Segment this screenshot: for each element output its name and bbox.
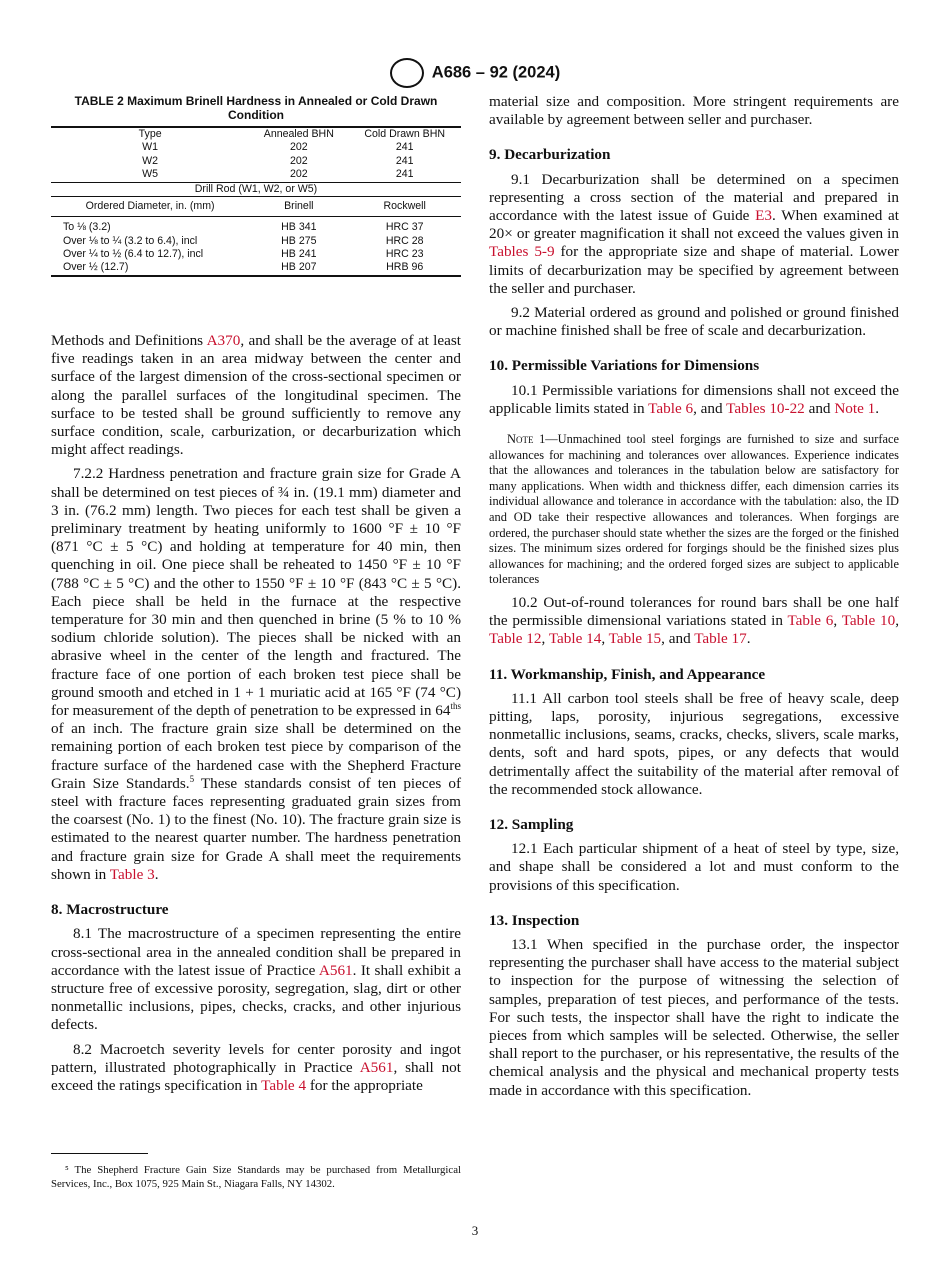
text: . <box>746 630 751 648</box>
section-heading <box>51 901 461 919</box>
table-cell: HB 241 <box>281 247 317 260</box>
table-cell: HRC 37 <box>385 221 424 234</box>
paragraph <box>51 332 461 459</box>
table-header <box>51 197 461 217</box>
table-cell: 202 <box>289 141 308 154</box>
reference-link[interactable]: Table 4 <box>261 1076 307 1094</box>
table-row <box>51 235 461 248</box>
table-cell: Drill Rod (W1, W2, or W5) <box>194 182 318 195</box>
table-2 <box>51 94 461 277</box>
table-cell: Over ⅛ to ¼ (3.2 to 6.4), incl <box>63 234 198 247</box>
reference-link[interactable]: Table 14 <box>548 630 602 648</box>
text: . <box>875 399 880 417</box>
text: 10.1 Permissible variations for dimensions shall not exceed the applicable limits stated in <box>489 381 899 417</box>
text: for the appropriate <box>306 1076 423 1094</box>
text: , <box>895 612 899 630</box>
paragraph <box>489 690 899 799</box>
table-cell: HRC 23 <box>385 247 424 260</box>
reference-link[interactable]: Table 15 <box>608 630 662 648</box>
text: for the appropriate size and shape of material. Lower limits of decarburization may be specified by agreement between the seller and purchaser. <box>489 243 899 297</box>
table-cell: 241 <box>395 154 414 167</box>
table-cell: Over ¼ to ½ (6.4 to 12.7), incl <box>63 247 204 260</box>
reference-link[interactable]: Table 12 <box>489 630 542 648</box>
text: 10.2 Out-of-round tolerances for round bars shall be one half the permissible dimensional variations stated in <box>489 593 899 630</box>
table-cell: HRC 28 <box>385 234 424 247</box>
reference-link[interactable]: Tables 10-22 <box>726 399 805 417</box>
text: and <box>804 399 835 417</box>
paragraph <box>51 1041 461 1096</box>
table-row <box>51 155 461 168</box>
text: , <box>601 630 609 648</box>
table-cell: W2 <box>142 154 159 167</box>
note-label: Note <box>507 432 534 447</box>
reference-link[interactable]: Tables 5-9 <box>489 243 555 261</box>
text: These standards consist of ten pieces of steel with fracture faces representing graduated grain sizes from the coarsest (No. 1) to the finest (No. 10). The fracture grain size is estimated to the nearest quarter number. The hardness penetration and fracture grain size for Grade A shall meet the requirements shown in <box>51 774 462 883</box>
right-column <box>489 93 899 1106</box>
text: 9.2 Material ordered as ground and polished or ground finished or machine finished shall be free of scale and decarburization. <box>489 304 899 340</box>
table-cell: Brinell <box>284 199 314 212</box>
text: . It shall exhibit a structure free of excessive porosity, segregation, slag, dirt or other nonmetallic inclusions, pipes, checks, cracks, and other injurious defects. <box>51 961 461 1034</box>
paragraph <box>489 171 899 298</box>
text: , and shall be the average of at least five readings taken in an area midway between the center and surface of the largest dimension of the cross-sectional specimen or along the parallel surfaces of the longitudinal specimen. The surface to be tested shall be ground sufficiently to remove any surface condition, scale, carburization, or decarburization which might affect readings. <box>51 332 461 459</box>
table-cell: Ordered Diameter, in. (mm) <box>85 199 215 212</box>
section-heading <box>489 146 899 164</box>
paragraph <box>489 936 899 1100</box>
text: 10. Permissible Variations for Dimensions <box>489 357 760 375</box>
text: Methods and Definitions <box>51 332 207 349</box>
table-cell: To ⅛ (3.2) <box>63 221 111 234</box>
paragraph <box>489 93 899 129</box>
table-cell: Type <box>138 128 162 140</box>
table-cell: HB 207 <box>281 261 317 274</box>
text: , <box>833 612 842 630</box>
paragraph <box>489 382 899 418</box>
text: 11.1 All carbon tool steels shall be free of heavy scale, deep pitting, laps, porosity, injurious segregations, excessive nonmetallic inclusions, seams, cracks, checks, slivers, scale marks, dents, soft and hard spots, pipes, or any defects that would detrimentally affect the suitability of the material after removal of the recommended stock allowance. <box>489 689 899 798</box>
hardness-table <box>51 126 461 277</box>
text: , shall not exceed the ratings specification in <box>51 1058 461 1094</box>
text: 9. Decarburization <box>489 146 611 164</box>
reference-link[interactable]: Table 6 <box>648 399 694 417</box>
text: 7.2.2 Hardness penetration and fracture grain size for Grade A shall be determined on test pieces of ¾ in. (19.1 mm) diameter and 3 in. (76.2 mm) length. Two pieces for each test shall be given a preliminary treatment by heating uniformly to 1600 °F ± 10 °F (871 °C ± 5 °C) and holding at temperature for 40 min, then quenching in oil. One piece shall be reheated to 1450 °F ± 10 °F (788 °C ± 5 °C) and the other to 1550 °F ± 10 °F (843 °C ± 5 °C). Each piece shall be held in the furnace at the respective temperature for 30 min and then quenched in brine (5 % to 10 % sodium chloride solution). The pieces shall be nicked with an abrasive wheel in the center of the length and fractured. The fracture face of one portion of each broken test piece shall be ground smooth and etched in 1 + 1 muriatic acid at 165 °F (74 °C) for measurement of the depth of penetration to be expressed in 64 <box>51 465 461 720</box>
reference-link[interactable]: Table 6 <box>787 612 834 630</box>
reference-link[interactable]: A561 <box>318 961 353 979</box>
table-row <box>51 248 461 261</box>
text: 8. Macrostructure <box>51 901 169 919</box>
table-cell: Cold Drawn BHN <box>364 128 446 140</box>
table-title: TABLE 2 Maximum Brinell Hardness in Annealed or Cold Drawn Condition <box>74 94 438 122</box>
text: . <box>154 865 159 883</box>
table-cell: Annealed BHN <box>263 128 334 140</box>
paragraph <box>489 840 899 895</box>
table-cell: HB 275 <box>281 234 317 247</box>
paragraph <box>489 304 899 340</box>
text: 13. Inspection <box>489 911 580 929</box>
paragraph <box>51 465 461 884</box>
text: 13.1 When specified in the purchase order, the inspector representing the purchaser shall have access to the material subject to inspection for the purpose of witnessing the selection of samples, preparation of test pieces, and performance of the tests. For such tests, the inspector shall have the right to indicate the pieces from which samples will be selected. Otherwise, the seller shall report to the purchaser, or his representative, the results of the chemical analysis and the physical and mechanical property tests made in accordance with this specification. <box>489 936 899 1099</box>
section-heading <box>489 816 899 834</box>
table-cell: 241 <box>395 141 414 154</box>
text: . When examined at 20× or greater magnification it shall not exceed the values given in <box>489 207 899 243</box>
reference-link[interactable]: Table 10 <box>841 612 896 630</box>
text: 11. Workmanship, Finish, and Appearance <box>489 665 766 683</box>
page-header <box>0 58 950 88</box>
note <box>489 432 899 588</box>
table-header <box>51 127 461 141</box>
reference-link[interactable]: Table 17 <box>694 630 747 648</box>
table-row <box>51 168 461 182</box>
reference-link[interactable]: A561 <box>359 1058 394 1076</box>
superscript: ths <box>450 701 461 711</box>
table-row <box>51 141 461 154</box>
left-column <box>51 332 461 1101</box>
text: 8.1 The macrostructure of a specimen representing the entire cross-sectional area in the annealed condition shall be prepared in accordance with the latest issue of Practice <box>51 925 461 979</box>
footnote-divider <box>51 1153 148 1154</box>
text: 12.1 Each particular shipment of a heat of steel by type, size, and shape shall be considered a lot and must conform to the provisions of this specification. <box>489 840 899 894</box>
text: of an inch. The fracture grain size shall be determined on the remaining portion of each broken test piece by comparison of the fracture surface of the hardened case with the Shepherd Fracture Grain Size Standards. <box>51 720 461 792</box>
section-heading <box>489 666 899 684</box>
reference-link[interactable]: Note 1 <box>834 399 876 417</box>
reference-link[interactable]: Table 3 <box>109 865 155 883</box>
table-cell: W5 <box>142 168 159 181</box>
table-row <box>51 217 461 235</box>
reference-link[interactable]: E3 <box>755 207 773 225</box>
text: 12. Sampling <box>489 816 574 834</box>
page-number: 3 <box>471 1223 479 1238</box>
table-cell: Over ½ (12.7) <box>63 261 129 274</box>
table-subheader <box>51 182 461 196</box>
text: material size and composition. More stringent requirements are available by agreement between seller and purchaser. <box>489 93 899 129</box>
text: 1—Unmachined tool steel forgings are furnished to size and surface allowances for machining and tolerances over allowances. Experience indicates that the allowances and tolerances in the tabulation below are satisfactory for many applications. When width and thickness differ, each dimension carries its individual allowance and tolerance in accordance with the tabulation: also, the ID and OD take their respective allowances and tolerances. When forgings are ordered, the purchaser should state whether the sizes are the forged or the finished sizes. The minimum sizes ordered for forgings should be the finished sizes plus allowances for machining; and the ordered forged sizes are subject to applicable tolerances <box>489 432 899 587</box>
table-cell: HRB 96 <box>386 261 424 274</box>
footnote: ⁵ The Shepherd Fracture Gain Size Standards may be purchased from Metallurgical Services, Inc., Box 1075, 925 Main St., Niagara Falls, NY 14302. <box>51 1164 461 1190</box>
text: , and <box>661 630 695 648</box>
section-heading <box>489 912 899 930</box>
superscript: 5 <box>189 773 195 784</box>
reference-link[interactable]: A370 <box>206 332 241 349</box>
text: 9.1 Decarburization shall be determined on a specimen representing a cross section of the material and prepared in accordance with the latest issue of Guide <box>489 170 899 225</box>
table-cell: W1 <box>142 141 159 154</box>
designation: A686 – 92 (2024) <box>431 63 561 82</box>
text: 8.2 Macroetch severity levels for center porosity and ingot pattern, illustrated photographically in Practice <box>51 1040 461 1076</box>
astm-logo <box>390 58 424 88</box>
table-cell: 241 <box>395 168 414 181</box>
table-cell: 202 <box>289 154 308 167</box>
table-cell: Rockwell <box>383 199 426 212</box>
table-cell: HB 341 <box>281 221 317 234</box>
section-heading <box>489 357 899 375</box>
table-row <box>51 261 461 275</box>
paragraph <box>51 925 461 1034</box>
paragraph <box>489 594 899 649</box>
text: , <box>541 630 549 648</box>
table-cell: 202 <box>289 168 308 181</box>
text: , and <box>693 399 727 417</box>
